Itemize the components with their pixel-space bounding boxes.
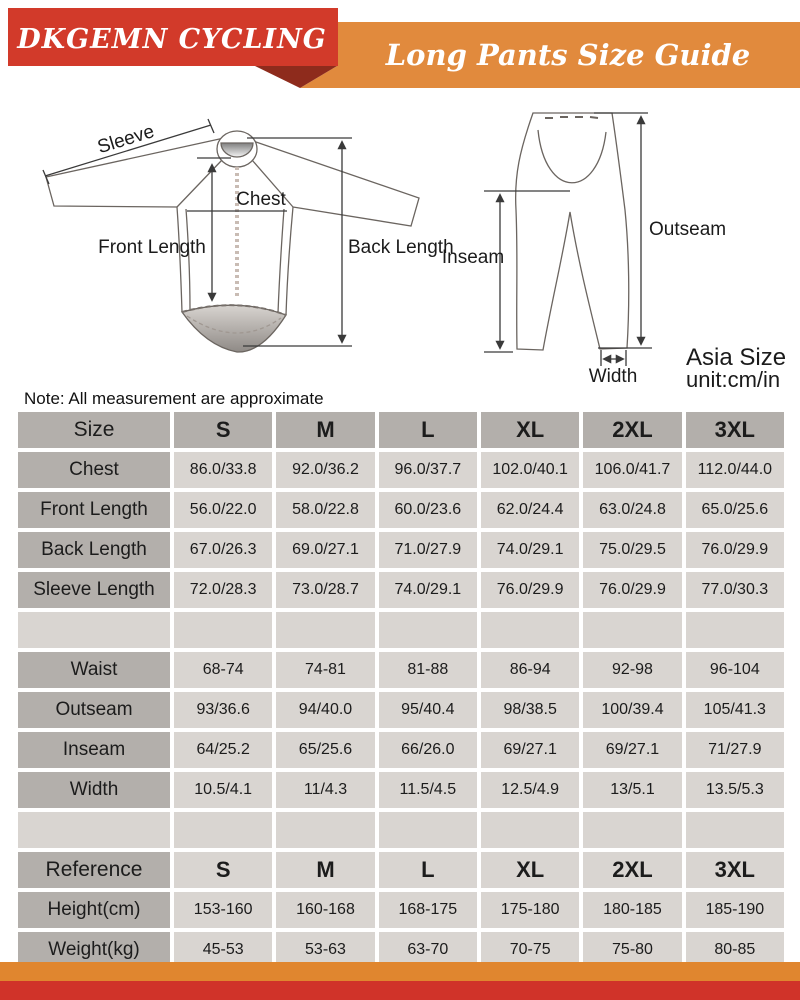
- table-row: [18, 892, 784, 928]
- value-cell: [276, 612, 374, 648]
- table-row: [18, 732, 784, 768]
- row-label-cell: [18, 612, 170, 648]
- outseam-label: Outseam: [649, 219, 727, 240]
- value-cell: 68-74: [174, 652, 272, 688]
- value-cell: 67.0/26.3: [174, 532, 272, 568]
- value-cell: 66/26.0: [379, 732, 477, 768]
- table-row: [18, 652, 784, 688]
- value-cell: 75.0/29.5: [583, 532, 681, 568]
- value-cell: 62.0/24.4: [481, 492, 579, 528]
- value-cell: M: [276, 412, 374, 448]
- value-cell: 63-70: [379, 932, 477, 968]
- spacer-row: [18, 812, 784, 848]
- value-cell: L: [379, 852, 477, 888]
- brand-title: DKGEMN CYCLING: [17, 24, 327, 55]
- row-label-cell: Reference: [18, 852, 170, 888]
- pants-drawing-icon: [516, 113, 629, 350]
- value-cell: 96.0/37.7: [379, 452, 477, 488]
- value-cell: [174, 812, 272, 848]
- unit-label: unit:cm/in: [686, 367, 781, 392]
- row-label-cell: Waist: [18, 652, 170, 688]
- value-cell: 12.5/4.9: [481, 772, 579, 808]
- value-cell: [276, 812, 374, 848]
- value-cell: S: [174, 852, 272, 888]
- row-label-cell: Width: [18, 772, 170, 808]
- value-cell: 153-160: [174, 892, 272, 928]
- row-label-cell: Height(cm): [18, 892, 170, 928]
- back-length-label: Back Length: [348, 237, 454, 258]
- value-cell: 76.0/29.9: [686, 532, 784, 568]
- value-cell: 58.0/22.8: [276, 492, 374, 528]
- value-cell: [174, 612, 272, 648]
- value-cell: 13.5/5.3: [686, 772, 784, 808]
- spacer-row: [18, 612, 784, 648]
- row-label-cell: Sleeve Length: [18, 572, 170, 608]
- table-row: [18, 852, 784, 888]
- value-cell: 112.0/44.0: [686, 452, 784, 488]
- value-cell: 76.0/29.9: [481, 572, 579, 608]
- value-cell: M: [276, 852, 374, 888]
- value-cell: 11/4.3: [276, 772, 374, 808]
- value-cell: 93/36.6: [174, 692, 272, 728]
- value-cell: [583, 612, 681, 648]
- value-cell: 105/41.3: [686, 692, 784, 728]
- size-table: [14, 408, 788, 972]
- row-label-cell: Inseam: [18, 732, 170, 768]
- sleeve-label: Sleeve: [95, 121, 157, 159]
- value-cell: 75-80: [583, 932, 681, 968]
- value-cell: 69/27.1: [481, 732, 579, 768]
- value-cell: 65/25.6: [276, 732, 374, 768]
- value-cell: 185-190: [686, 892, 784, 928]
- row-label-cell: Outseam: [18, 692, 170, 728]
- value-cell: 160-168: [276, 892, 374, 928]
- value-cell: 86-94: [481, 652, 579, 688]
- value-cell: 102.0/40.1: [481, 452, 579, 488]
- value-cell: 74.0/29.1: [481, 532, 579, 568]
- value-cell: 73.0/28.7: [276, 572, 374, 608]
- table-row: [18, 772, 784, 808]
- value-cell: 65.0/25.6: [686, 492, 784, 528]
- value-cell: 71.0/27.9: [379, 532, 477, 568]
- row-label-cell: Chest: [18, 452, 170, 488]
- value-cell: L: [379, 412, 477, 448]
- value-cell: 2XL: [583, 852, 681, 888]
- value-cell: 60.0/23.6: [379, 492, 477, 528]
- value-cell: XL: [481, 852, 579, 888]
- value-cell: [481, 612, 579, 648]
- value-cell: 3XL: [686, 412, 784, 448]
- row-label-cell: Size: [18, 412, 170, 448]
- note-text: Note: All measurement are approximate: [24, 389, 324, 408]
- value-cell: 56.0/22.0: [174, 492, 272, 528]
- chest-label: Chest: [236, 189, 286, 210]
- value-cell: 2XL: [583, 412, 681, 448]
- value-cell: 175-180: [481, 892, 579, 928]
- value-cell: 45-53: [174, 932, 272, 968]
- value-cell: 70-75: [481, 932, 579, 968]
- page-title: Long Pants Size Guide: [385, 38, 751, 72]
- value-cell: 100/39.4: [583, 692, 681, 728]
- footer-stripe-red: [0, 981, 800, 1000]
- value-cell: 74-81: [276, 652, 374, 688]
- asia-size-label: Asia Size: [686, 344, 787, 371]
- row-label-cell: Front Length: [18, 492, 170, 528]
- measurement-diagrams: [0, 95, 800, 395]
- size-table-body: [18, 412, 784, 968]
- value-cell: [583, 812, 681, 848]
- value-cell: 74.0/29.1: [379, 572, 477, 608]
- value-cell: 3XL: [686, 852, 784, 888]
- value-cell: 95/40.4: [379, 692, 477, 728]
- value-cell: [481, 812, 579, 848]
- table-row: [18, 492, 784, 528]
- value-cell: 98/38.5: [481, 692, 579, 728]
- inseam-label: Inseam: [441, 247, 505, 268]
- value-cell: 69/27.1: [583, 732, 681, 768]
- value-cell: 76.0/29.9: [583, 572, 681, 608]
- value-cell: 168-175: [379, 892, 477, 928]
- value-cell: 80-85: [686, 932, 784, 968]
- value-cell: 92-98: [583, 652, 681, 688]
- value-cell: 86.0/33.8: [174, 452, 272, 488]
- value-cell: 180-185: [583, 892, 681, 928]
- value-cell: 53-63: [276, 932, 374, 968]
- table-row: [18, 692, 784, 728]
- value-cell: [686, 612, 784, 648]
- value-cell: 10.5/4.1: [174, 772, 272, 808]
- value-cell: S: [174, 412, 272, 448]
- width-label: Width: [588, 366, 638, 387]
- value-cell: 77.0/30.3: [686, 572, 784, 608]
- value-cell: 106.0/41.7: [583, 452, 681, 488]
- row-label-cell: Back Length: [18, 532, 170, 568]
- value-cell: 63.0/24.8: [583, 492, 681, 528]
- value-cell: 96-104: [686, 652, 784, 688]
- value-cell: 13/5.1: [583, 772, 681, 808]
- value-cell: 64/25.2: [174, 732, 272, 768]
- value-cell: [686, 812, 784, 848]
- front-length-label: Front Length: [98, 237, 206, 258]
- value-cell: 81-88: [379, 652, 477, 688]
- value-cell: [379, 812, 477, 848]
- value-cell: 11.5/4.5: [379, 772, 477, 808]
- header-banner: [0, 0, 800, 95]
- value-cell: XL: [481, 412, 579, 448]
- row-label-cell: [18, 812, 170, 848]
- value-cell: 92.0/36.2: [276, 452, 374, 488]
- table-row: [18, 452, 784, 488]
- footer-stripe-orange: [0, 962, 800, 981]
- table-row: [18, 412, 784, 448]
- value-cell: [379, 612, 477, 648]
- value-cell: 69.0/27.1: [276, 532, 374, 568]
- row-label-cell: Weight(kg): [18, 932, 170, 968]
- value-cell: 71/27.9: [686, 732, 784, 768]
- value-cell: 94/40.0: [276, 692, 374, 728]
- table-row: [18, 532, 784, 568]
- table-row: [18, 572, 784, 608]
- value-cell: 72.0/28.3: [174, 572, 272, 608]
